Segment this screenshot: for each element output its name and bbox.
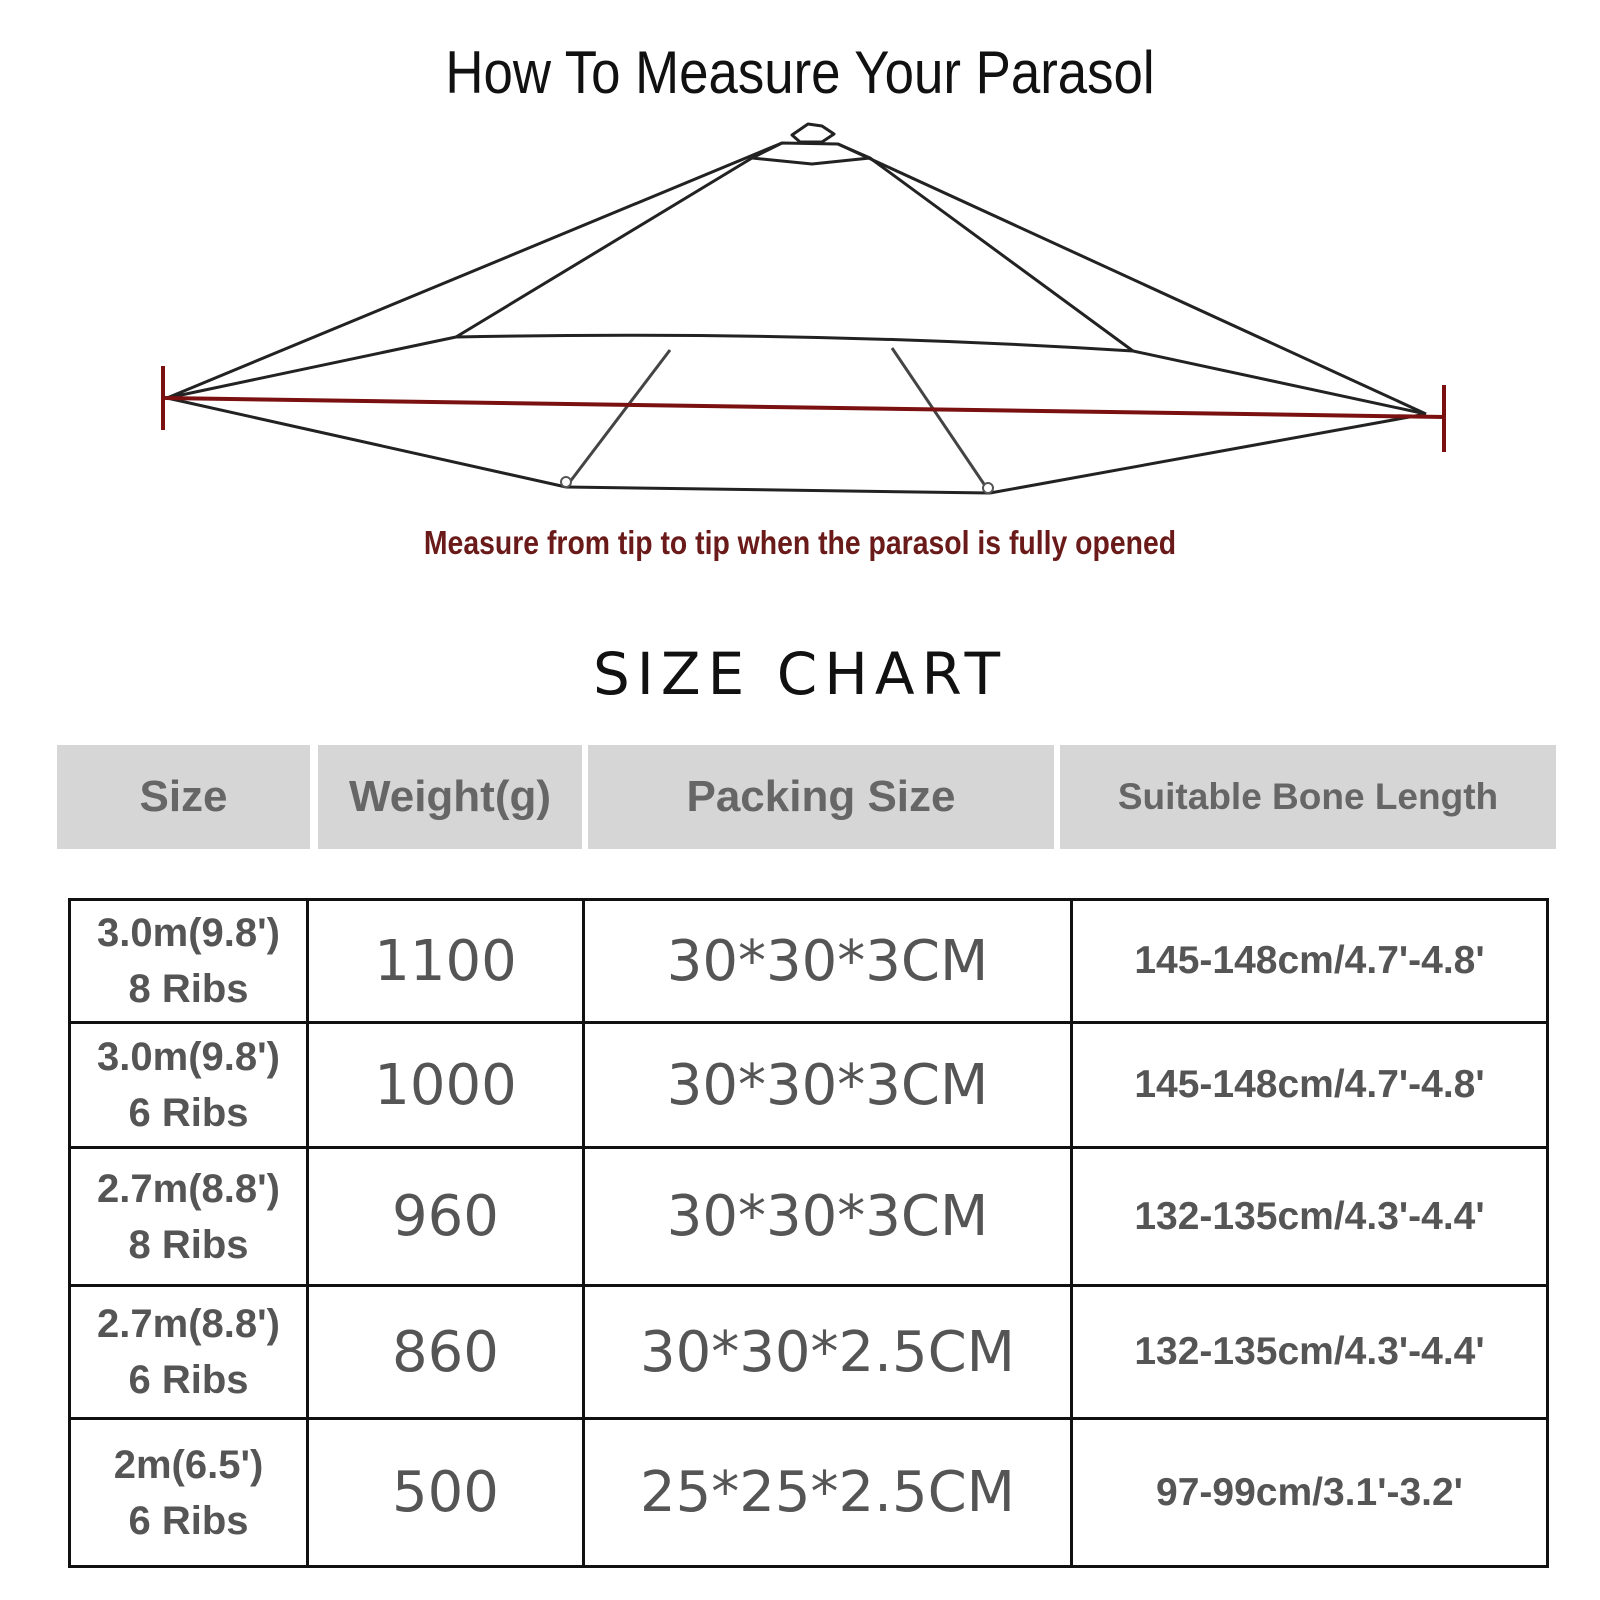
canopy-hem-right xyxy=(1133,351,1426,414)
table-row xyxy=(70,1023,1548,1148)
table-row xyxy=(70,1148,1548,1286)
cell-packing: 30*30*2.5CM xyxy=(584,1286,1072,1419)
cell-size: 3.0m(9.8') 8 Ribs xyxy=(70,900,308,1023)
cell-weight: 500 xyxy=(308,1419,584,1567)
canopy-rib-right xyxy=(838,144,1426,414)
measure-caption: Measure from tip to tip when the parasol is fully opened xyxy=(423,524,1177,561)
canopy-lower-right xyxy=(990,414,1426,493)
cell-packing: 30*30*3CM xyxy=(584,1148,1072,1286)
size-table xyxy=(68,898,1549,1568)
cell-size: 2.7m(8.8') 6 Ribs xyxy=(70,1286,308,1419)
parasol-finial xyxy=(792,124,834,142)
canopy-hem-left xyxy=(167,337,456,398)
cell-packing: 30*30*3CM xyxy=(584,1023,1072,1148)
cell-packing: 30*30*3CM xyxy=(584,900,1072,1023)
cell-bone: 132-135cm/4.3'-4.4' xyxy=(1072,1148,1548,1286)
cell-weight: 1000 xyxy=(308,1023,584,1148)
measure-line xyxy=(165,398,1444,417)
header-weight: Weight(g) xyxy=(318,745,582,849)
cell-size: 3.0m(9.8') 6 Ribs xyxy=(70,1023,308,1148)
underside-rib-left xyxy=(566,350,670,487)
cell-bone: 132-135cm/4.3'-4.4' xyxy=(1072,1286,1548,1419)
canopy-front-hem xyxy=(456,335,1133,351)
parasol-diagram xyxy=(0,110,1600,510)
cell-packing: 25*25*2.5CM xyxy=(584,1419,1072,1567)
header-size: Size xyxy=(57,745,310,849)
cell-bone: 145-148cm/4.7'-4.8' xyxy=(1072,1023,1548,1148)
table-row xyxy=(70,900,1548,1023)
cell-bone: 97-99cm/3.1'-3.2' xyxy=(1072,1419,1548,1567)
canopy-panel-right xyxy=(870,158,1133,351)
cell-bone: 145-148cm/4.7'-4.8' xyxy=(1072,900,1548,1023)
canopy-lower-left xyxy=(167,398,566,487)
cell-size: 2.7m(8.8') 8 Ribs xyxy=(70,1148,308,1286)
underside-rib-right xyxy=(892,348,990,493)
table-row xyxy=(70,1419,1548,1567)
cell-weight: 860 xyxy=(308,1286,584,1419)
cell-size: 2m(6.5') 6 Ribs xyxy=(70,1419,308,1567)
header-bone-length: Suitable Bone Length xyxy=(1060,745,1556,849)
canopy-panel-left xyxy=(456,158,752,337)
header-packing-size: Packing Size xyxy=(588,745,1054,849)
table-row xyxy=(70,1286,1548,1419)
canopy-rib-left xyxy=(167,143,782,398)
cell-weight: 1100 xyxy=(308,900,584,1023)
size-chart-title: SIZE CHART xyxy=(592,640,1008,708)
parasol-collar xyxy=(752,143,870,164)
measure-title: How To Measure Your Parasol xyxy=(445,39,1155,106)
canopy-lower-mid xyxy=(566,487,990,493)
cell-weight: 960 xyxy=(308,1148,584,1286)
